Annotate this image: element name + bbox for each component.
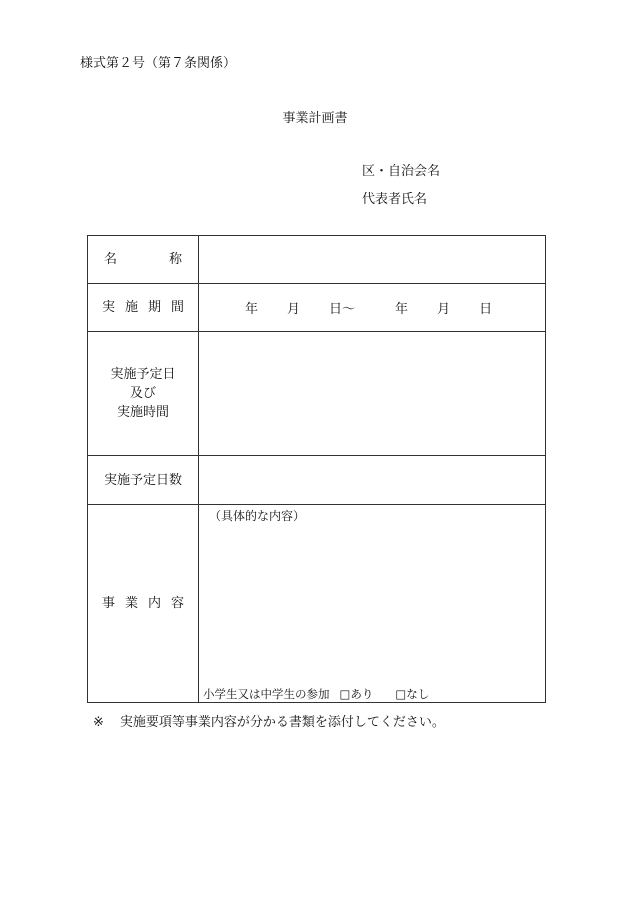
table-row-name	[88, 236, 546, 284]
table-row-days	[88, 456, 546, 505]
content-field[interactable]	[199, 505, 546, 703]
option-yes-checkbox[interactable]: □あり	[339, 687, 374, 701]
footnote-text: 実施要項等事業内容が分かる書類を添付してください。	[119, 715, 445, 730]
dates-label: 実施予定日 及び 実施時間	[88, 332, 199, 456]
days-label: 実施予定日数	[88, 456, 199, 505]
period-label: 実 施 期 間	[88, 284, 199, 332]
table-row-content	[88, 505, 546, 703]
document-title: 事業計画書	[282, 111, 348, 126]
participation-text: 小学生又は中学生の参加	[203, 687, 330, 701]
participation-line	[203, 686, 429, 702]
table-row-dates	[88, 332, 546, 456]
option-no-checkbox[interactable]: □なし	[395, 687, 430, 701]
representative-label: 代表者氏名	[362, 192, 428, 207]
name-label: 名 称	[88, 236, 199, 284]
footnote-mark: ※	[93, 715, 104, 730]
period-field[interactable]: 年 月 日～ 年 月 日	[199, 284, 546, 332]
organization-label: 区・自治会名	[362, 164, 441, 179]
name-field[interactable]	[199, 236, 546, 284]
content-note: （具体的な内容）	[209, 509, 306, 523]
form-number: 様式第２号（第７条関係）	[80, 56, 237, 71]
dates-field[interactable]	[199, 332, 546, 456]
plan-table	[87, 235, 546, 703]
table-row-period	[88, 284, 546, 332]
content-label: 事 業 内 容	[88, 505, 199, 703]
footnote	[93, 711, 445, 730]
days-field[interactable]	[199, 456, 546, 505]
